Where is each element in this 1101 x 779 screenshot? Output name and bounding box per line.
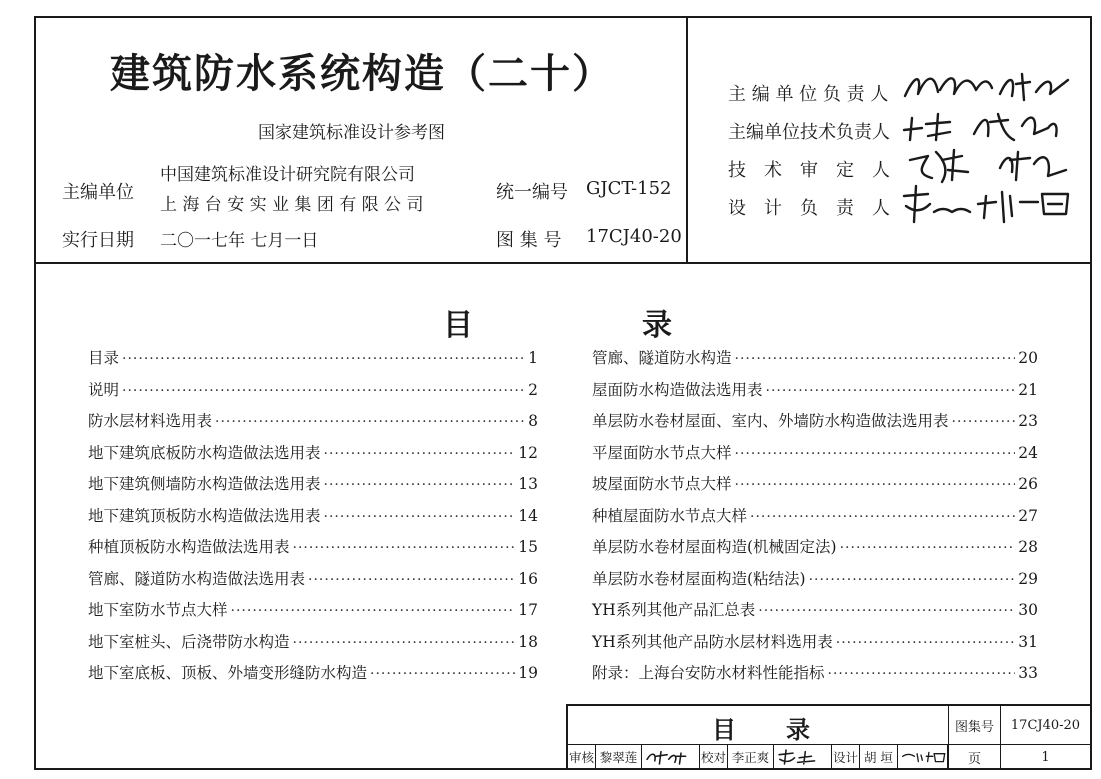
chief-tech-head-label: 主编单位技术负责人 [728, 122, 890, 143]
toc-left-entry-leader [215, 414, 525, 430]
editor-unit-2: 上 海 台 安 实 业 集 团 有 限 公 司 [160, 195, 424, 215]
toc-left-entry-page: 15 [518, 538, 538, 556]
title-block-design-signature [898, 745, 948, 769]
toc-left-entry-leader [324, 509, 516, 525]
toc-right-entry-title: 坡屋面防水节点大样 [592, 475, 732, 493]
toc-left-entry [88, 535, 538, 557]
toc-right-entry-page: 23 [1018, 412, 1038, 430]
toc-right-entry-leader [952, 414, 1016, 430]
toc-right-entry [592, 441, 1038, 463]
toc-left-entry [88, 441, 538, 463]
toc-right-entry-leader [828, 666, 1016, 682]
toc-left-entry-title: 地下室防水节点大样 [88, 601, 228, 619]
toc-left-entry [88, 409, 538, 431]
toc-left-entry-title: 地下室桩头、后浇带防水构造 [88, 632, 290, 651]
toc-right-entry-page: 26 [1018, 475, 1038, 493]
toc-left-entry-page: 8 [528, 412, 538, 430]
toc-left-entry-leader [293, 540, 516, 556]
toc-right-entry-page: 20 [1018, 349, 1038, 367]
editor-unit-1: 中国建筑标准设计研究院有限公司 [160, 165, 415, 185]
toc-left-entry-title: 地下建筑底板防水构造做法选用表 [88, 443, 321, 462]
title-block-design-label: 设计 [832, 745, 860, 769]
toc-right-entry [592, 472, 1038, 494]
toc-left-entry-title: 说明 [88, 380, 120, 399]
title-block-review-name: 黎翠莲 [596, 745, 642, 769]
toc-right-entry-title: 单层防水卷材屋面构造(粘结法) [592, 569, 806, 588]
toc-heading-left: 目 [443, 308, 473, 343]
atlas-title: 建筑防水系统构造（二十） [110, 50, 614, 97]
toc-left-entry [88, 378, 538, 400]
design-lead-label: 设 计 负 责 人 [728, 198, 890, 219]
toc-left-entry-title: 地下建筑顶板防水构造做法选用表 [88, 506, 321, 525]
toc-left-entry-page: 2 [528, 380, 538, 399]
toc-right-entry [592, 409, 1038, 431]
toc-right-entry-leader [836, 635, 1016, 651]
toc-right-entry-page: 28 [1018, 538, 1038, 556]
toc-right-entry [592, 504, 1038, 526]
toc-left-entry-leader [324, 477, 516, 493]
toc-right-entry-leader [758, 603, 1015, 619]
toc-left-entry-page: 17 [518, 601, 538, 619]
toc-right-entry-leader [735, 446, 1016, 462]
toc-right-entry-title: YH系列其他产品防水层材料选用表 [592, 632, 833, 651]
toc-right-entry [592, 567, 1038, 589]
toc-left-entry-title: 地下建筑侧墙防水构造做法选用表 [88, 475, 321, 493]
toc-left-entry [88, 598, 538, 620]
title-block-check-label: 校对 [700, 745, 728, 769]
toc-right-entry [592, 535, 1038, 557]
title-block-name-right: 录 [786, 715, 810, 744]
toc-left-entry [88, 472, 538, 494]
toc-right-entry-leader [735, 477, 1016, 493]
signature-chief-unit [900, 66, 1080, 106]
atlas-no-label: 图 集 号 [496, 230, 562, 251]
toc-left-entry-title: 防水层材料选用表 [88, 412, 213, 430]
toc-right-entry [592, 630, 1038, 652]
toc-heading-right: 录 [642, 308, 672, 343]
toc-right-entry [592, 378, 1038, 400]
editor-label: 主编单位 [62, 182, 134, 203]
toc-right-entry-title: 种植屋面防水节点大样 [592, 506, 748, 525]
signature-chief-tech [898, 106, 1078, 146]
tech-reviewer-label: 技 术 审 定 人 [728, 160, 890, 181]
toc-left-entry-title: 管廊、隧道防水构造做法选用表 [88, 569, 306, 588]
chief-unit-head-label: 主 编 单 位 负 责 人 [728, 84, 889, 105]
toc-left-entry-page: 1 [528, 349, 538, 367]
toc-right-entry-title: 屋面防水构造做法选用表 [592, 380, 763, 399]
toc-right-entry-leader [735, 351, 1016, 367]
toc-left-entry-leader [231, 603, 516, 619]
toc-left-entry-title: 地下室底板、顶板、外墙变形缝防水构造 [88, 664, 368, 682]
toc-right-entry-title: 单层防水卷材屋面构造(机械固定法) [592, 538, 837, 556]
unified-no: GJCT-152 [586, 178, 672, 199]
toc-right-entry-page: 33 [1018, 664, 1038, 682]
toc-right-entry-title: 平屋面防水节点大样 [592, 443, 732, 462]
toc-left-entry [88, 567, 538, 589]
toc-left-entry [88, 504, 538, 526]
toc-right-entry-title: YH系列其他产品汇总表 [592, 601, 756, 619]
toc-right-entry-leader [809, 572, 1016, 588]
toc-left-entry-page: 14 [518, 506, 538, 525]
effective-date: 二〇一七年 七月一日 [160, 231, 319, 251]
toc-left-entry-title: 目录 [88, 349, 120, 367]
toc-right-entry-page: 29 [1018, 569, 1038, 588]
title-block-review-label: 审核 [568, 745, 596, 769]
toc-right-entry-leader [840, 540, 1016, 556]
title-block-atlas-value: 17CJ40-20 [1010, 717, 1081, 733]
toc-right-entry [592, 661, 1038, 683]
title-block-page-value: 1 [1041, 749, 1050, 765]
toc-right-entry [592, 598, 1038, 620]
title-block-review-signature [642, 745, 700, 769]
toc-left-entry-page: 19 [518, 664, 538, 682]
header-divider [34, 262, 1092, 264]
toc-left-entry-page: 12 [518, 443, 538, 462]
title-block-check-signature [774, 745, 832, 769]
toc-left-entry-page: 13 [518, 475, 538, 493]
toc-right-entry-page: 30 [1018, 601, 1038, 619]
toc-left-entry-leader [122, 351, 525, 367]
toc-right-entry-title: 单层防水卷材屋面、室内、外墙防水构造做法选用表 [592, 412, 949, 430]
header-vertical-divider [686, 16, 688, 263]
toc-left-entry-leader [324, 446, 516, 462]
atlas-no: 17CJ40-20 [586, 226, 682, 247]
toc-left-entry-leader [308, 572, 515, 588]
toc-right-entry-leader [750, 509, 1015, 525]
title-block-signature-row [568, 745, 948, 769]
toc-right-entry-page: 31 [1018, 632, 1038, 651]
toc-left-entry-leader [370, 666, 515, 682]
toc-right-entry-title: 管廊、隧道防水构造 [592, 349, 732, 367]
title-block-design-name: 胡 垣 [860, 745, 898, 769]
toc-right-entry-title: 附录：上海台安防水材料性能指标 [592, 664, 825, 682]
toc-right-entry-page: 24 [1018, 443, 1038, 462]
toc-left-entry-page: 16 [518, 569, 538, 588]
toc-right-entry-leader [766, 383, 1016, 399]
signature-design-lead [898, 182, 1088, 226]
title-block-name-left: 目 [712, 715, 736, 744]
toc-right-entry-page: 21 [1018, 380, 1038, 399]
toc-left-entry [88, 346, 538, 368]
title-block-check-name: 李正爽 [728, 745, 774, 769]
toc-left-entry-page: 18 [518, 632, 538, 651]
atlas-subtitle: 国家建筑标准设计参考图 [258, 123, 445, 143]
title-block-atlas-label: 图集号 [954, 719, 994, 735]
toc-right-entry [592, 346, 1038, 368]
toc-left-entry-leader [293, 635, 516, 651]
effective-label: 实行日期 [62, 230, 134, 251]
toc-left-entry [88, 630, 538, 652]
toc-left-entry-leader [122, 383, 525, 399]
toc-left-entry-title: 种植顶板防水构造做法选用表 [88, 538, 290, 556]
unified-no-label: 统一编号 [496, 182, 568, 203]
signature-tech-reviewer [902, 142, 1082, 186]
title-block-page-label: 页 [967, 751, 981, 767]
toc-right-entry-page: 27 [1018, 506, 1038, 525]
toc-left-entry [88, 661, 538, 683]
